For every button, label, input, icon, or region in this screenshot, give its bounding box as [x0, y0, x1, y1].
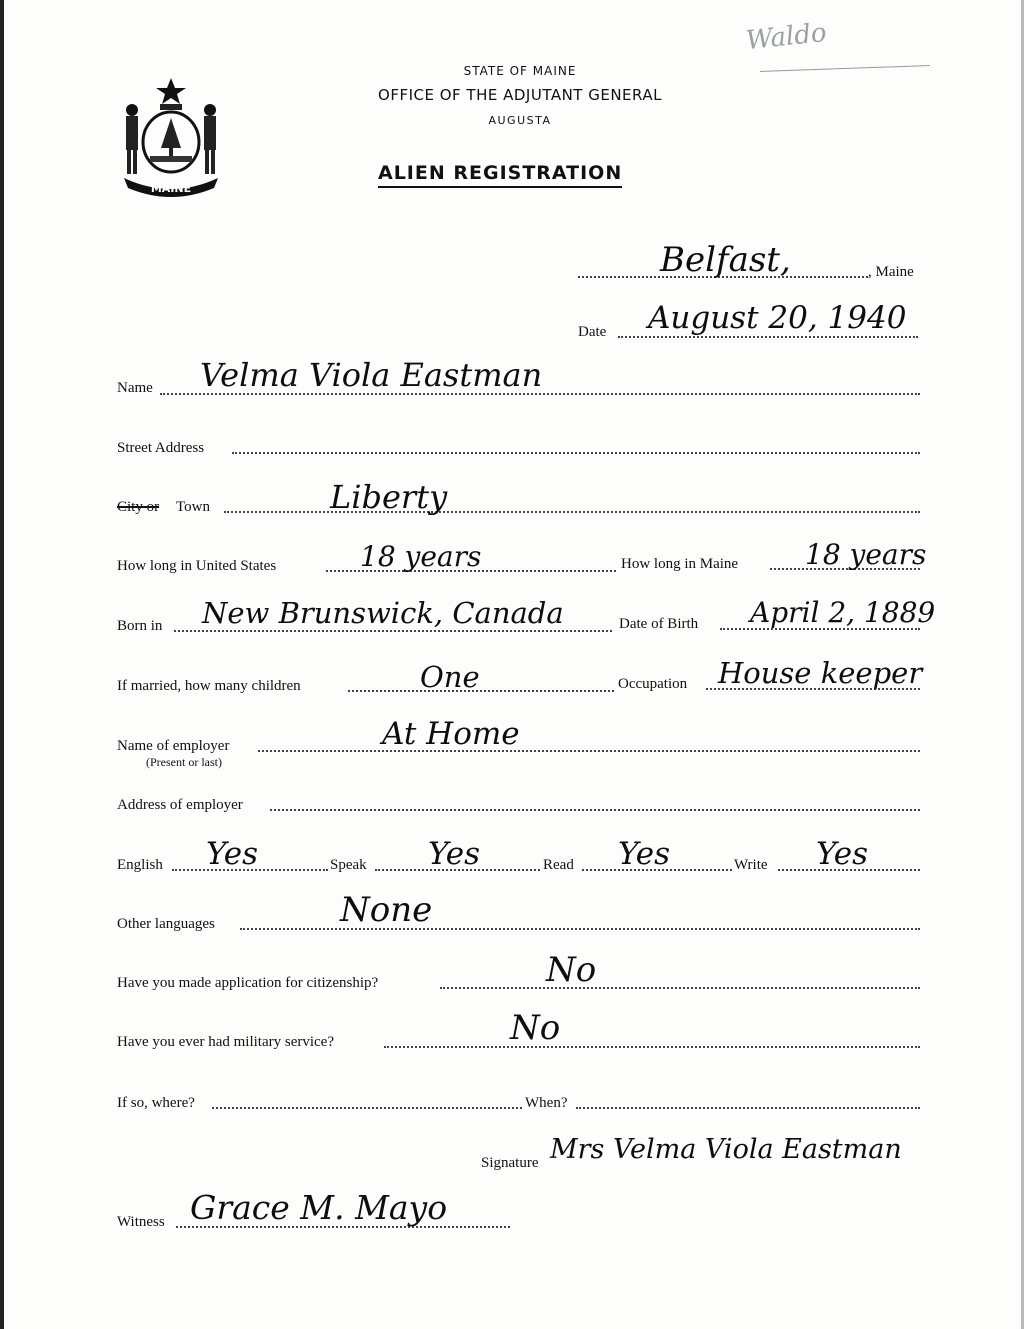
- name-value[interactable]: Velma Viola Eastman: [200, 356, 543, 394]
- employer-address-line: [270, 809, 920, 811]
- other-languages-label: Other languages: [117, 916, 215, 932]
- speak-value[interactable]: Yes: [428, 836, 481, 872]
- date-of-birth-value[interactable]: April 2, 1889: [750, 596, 936, 629]
- read-label: Read: [543, 857, 574, 873]
- header-office: OFFICE OF THE ADJUTANT GENERAL: [378, 86, 662, 104]
- occupation-label: Occupation: [618, 676, 688, 692]
- employer-line: [258, 750, 920, 752]
- english-value[interactable]: Yes: [206, 836, 259, 872]
- form-title: ALIEN REGISTRATION: [378, 162, 622, 188]
- where-label: If so, where?: [117, 1095, 195, 1111]
- county-rule: [760, 65, 930, 72]
- date-of-birth-label: Date of Birth: [619, 616, 699, 632]
- military-value[interactable]: No: [510, 1008, 561, 1048]
- children-line: [348, 690, 614, 692]
- town-line: [224, 511, 920, 513]
- occupation-value[interactable]: House keeper: [718, 656, 923, 690]
- born-in-value[interactable]: New Brunswick, Canada: [202, 596, 564, 630]
- when-line: [576, 1107, 920, 1109]
- when-label: When?: [525, 1095, 568, 1111]
- witness-value[interactable]: Grace M. Mayo: [190, 1188, 448, 1227]
- signature-label: Signature: [481, 1155, 539, 1171]
- born-in-line: [174, 630, 612, 632]
- street-address-label: Street Address: [117, 440, 205, 456]
- english-label: English: [117, 857, 163, 873]
- speak-label: Speak: [330, 857, 367, 873]
- how-long-us-value[interactable]: 18 years: [360, 540, 482, 573]
- military-label: Have you ever had military service?: [117, 1034, 334, 1050]
- seal-motto: [118, 76, 224, 200]
- header-state: STATE OF MAINE: [463, 64, 577, 78]
- born-in-label: Born in: [117, 618, 163, 634]
- town-value[interactable]: Liberty: [330, 478, 448, 516]
- date-line: [618, 336, 918, 338]
- employer-address-label: Address of employer: [117, 797, 243, 813]
- street-address-line: [232, 452, 920, 454]
- scan-border-left: [0, 0, 4, 1329]
- citizenship-line: [440, 987, 920, 989]
- employer-value[interactable]: At Home: [382, 716, 520, 752]
- county-note: Waldo: [744, 17, 828, 57]
- header-city: AUGUSTA: [488, 114, 552, 127]
- signature-value[interactable]: Mrs Velma Viola Eastman: [550, 1134, 902, 1165]
- employer-sublabel: (Present or last): [146, 755, 222, 769]
- read-value[interactable]: Yes: [618, 836, 671, 872]
- children-label: If married, how many children: [117, 678, 301, 694]
- how-long-us-label: How long in United States: [117, 558, 277, 574]
- date-value[interactable]: August 20, 1940: [648, 300, 907, 336]
- how-long-maine-value[interactable]: 18 years: [805, 538, 927, 571]
- children-value[interactable]: One: [420, 660, 480, 694]
- employer-label: Name of employer: [117, 738, 230, 754]
- citizenship-value[interactable]: No: [546, 950, 597, 990]
- location-state-label: , Maine: [868, 264, 914, 280]
- write-value[interactable]: Yes: [816, 836, 869, 872]
- date-label: Date: [578, 324, 607, 340]
- town-label: Town: [176, 499, 210, 515]
- city-struck-label: City or: [117, 499, 160, 515]
- witness-label: Witness: [117, 1214, 165, 1230]
- svg-text:MAINE: MAINE: [150, 182, 192, 195]
- other-languages-value[interactable]: None: [340, 890, 433, 930]
- write-label: Write: [734, 857, 768, 873]
- location-city-value[interactable]: Belfast,: [660, 240, 791, 280]
- name-label: Name: [117, 380, 153, 396]
- how-long-maine-label: How long in Maine: [621, 556, 739, 572]
- where-line: [212, 1107, 522, 1109]
- citizenship-label: Have you made application for citizenship?: [117, 975, 379, 991]
- military-line: [384, 1046, 920, 1048]
